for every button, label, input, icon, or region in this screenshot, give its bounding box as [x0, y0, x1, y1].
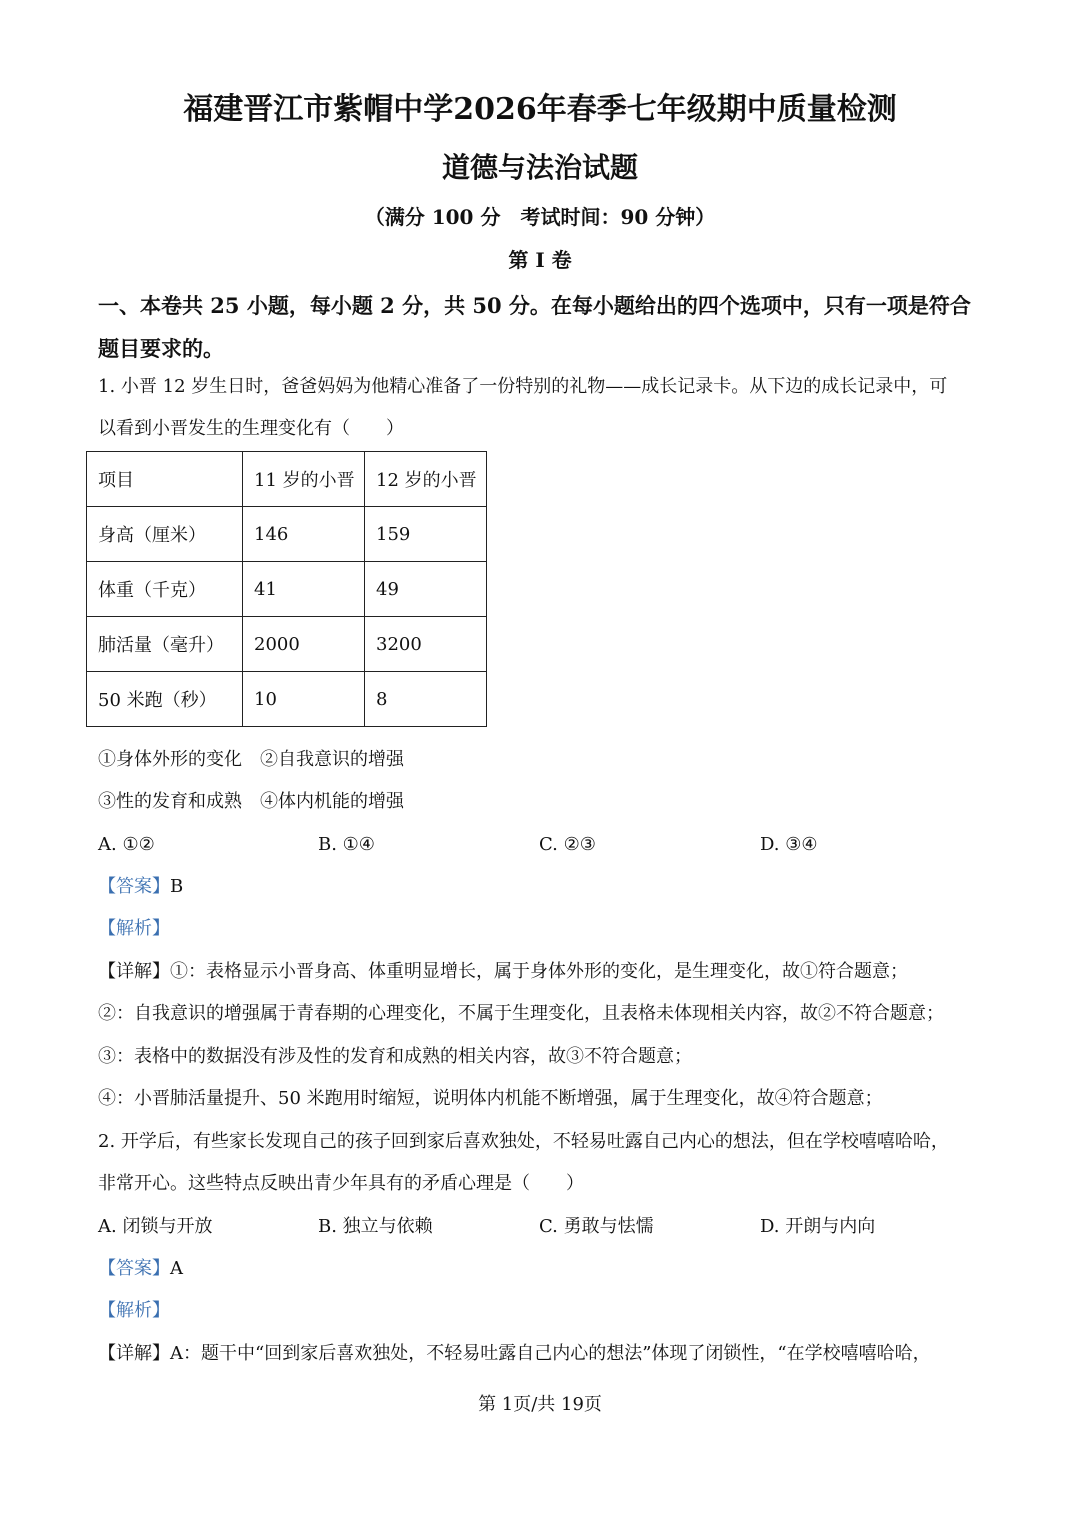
answer-tag: 【答案】: [98, 876, 170, 897]
section-heading-line1: 一、本卷共 25 小题，每小题 2 分，共 50 分。在每小题给出的四个选项中，只有一项是符合: [98, 293, 971, 318]
detail-text: ①：表格显示小晋身高、体重明显增长，属于身体外形的变化，是生理变化，故①符合题意；: [170, 961, 908, 982]
table-cell: 41: [243, 562, 365, 617]
table-row: [87, 672, 487, 727]
detail-tag: 【详解】: [98, 1343, 170, 1364]
table-cell: 2000: [243, 617, 365, 672]
q2-stem-line1: 2. 开学后，有些家长发现自己的孩子回到家后喜欢独处，不轻易吐露自己内心的想法，但在学校嘻嘻哈哈，: [98, 1131, 949, 1152]
q1-detail-line4: ④：小晋肺活量提升、50 米跑用时缩短，说明体内机能不断增强，属于生理变化，故④符合题意；: [98, 1088, 883, 1109]
q2-option-c: C. 勇敢与怯懦: [539, 1216, 654, 1237]
exam-info: （满分 100 分 考试时间：90 分钟）: [364, 205, 716, 229]
q1-statements-line1: ①身体外形的变化 ②自我意识的增强: [98, 749, 404, 770]
q1-answer: [98, 872, 998, 902]
q1-option-a: A. ①②: [98, 834, 155, 855]
q2-option-d: D. 开朗与内向: [760, 1216, 876, 1237]
table-cell: 49: [365, 562, 487, 617]
section-heading: [98, 284, 988, 370]
q2-stem-line2: 非常开心。这些特点反映出青少年具有的矛盾心理是（ ）: [98, 1173, 584, 1194]
q1-analysis-tag: 【解析】: [98, 918, 170, 939]
q2-detail-line1: [98, 1339, 998, 1369]
answer-value: A: [170, 1258, 183, 1279]
table-header-row: [87, 452, 487, 507]
answer-value: B: [170, 876, 184, 897]
q2-answer: [98, 1254, 998, 1284]
table-cell: 肺活量（毫升）: [87, 617, 243, 672]
subject-title: 道德与法治试题: [441, 151, 638, 184]
q1-detail-line2: ②：自我意识的增强属于青春期的心理变化，不属于生理变化，且表格未体现相关内容，故②不符合题意；: [98, 1003, 944, 1024]
table-row: [87, 617, 487, 672]
page-number: 第 1页/共 19页: [478, 1394, 602, 1415]
table-header-cell: 11 岁的小晋: [243, 452, 365, 507]
q2-option-a: A. 闭锁与开放: [98, 1216, 213, 1237]
q1-statements-line2: ③性的发育和成熟 ④体内机能的增强: [98, 791, 404, 812]
section-heading-line2: 题目要求的。: [98, 336, 224, 361]
detail-text: A：题干中“回到家后喜欢独处，不轻易吐露自己内心的想法”体现了闭锁性，“在学校嘻嘻哈哈，: [170, 1343, 931, 1364]
detail-tag: 【详解】: [98, 961, 170, 982]
table-cell: 体重（千克）: [87, 562, 243, 617]
table-cell: 8: [365, 672, 487, 727]
table-cell: 10: [243, 672, 365, 727]
q2-option-b: B. 独立与依赖: [318, 1216, 433, 1237]
q1-option-d: D. ③④: [760, 834, 818, 855]
volume-label: 第 I 卷: [508, 248, 572, 272]
q2-analysis-tag: 【解析】: [98, 1300, 170, 1321]
table-cell: 146: [243, 507, 365, 562]
table-header-cell: 项目: [87, 452, 243, 507]
q1-stem-line1: 1. 小晋 12 岁生日时，爸爸妈妈为他精心准备了一份特别的礼物——成长记录卡。从下边的成长记录中，可: [98, 376, 948, 397]
q1-stem-line2: 以看到小晋发生的生理变化有（ ）: [98, 418, 404, 439]
q1-detail-line1: [98, 957, 998, 987]
q1-option-c: C. ②③: [539, 834, 596, 855]
q1-option-b: B. ①④: [318, 834, 375, 855]
q1-detail-line3: ③：表格中的数据没有涉及性的发育和成熟的相关内容，故③不符合题意；: [98, 1046, 692, 1067]
answer-tag: 【答案】: [98, 1258, 170, 1279]
table-cell: 3200: [365, 617, 487, 672]
table-cell: 50 米跑（秒）: [87, 672, 243, 727]
table-row: [87, 507, 487, 562]
table-header-cell: 12 岁的小晋: [365, 452, 487, 507]
exam-title: 福建晋江市紫帽中学2026年春季七年级期中质量检测: [183, 92, 897, 127]
table-cell: 159: [365, 507, 487, 562]
growth-record-table: [86, 451, 487, 727]
table-cell: 身高（厘米）: [87, 507, 243, 562]
table-row: [87, 562, 487, 617]
